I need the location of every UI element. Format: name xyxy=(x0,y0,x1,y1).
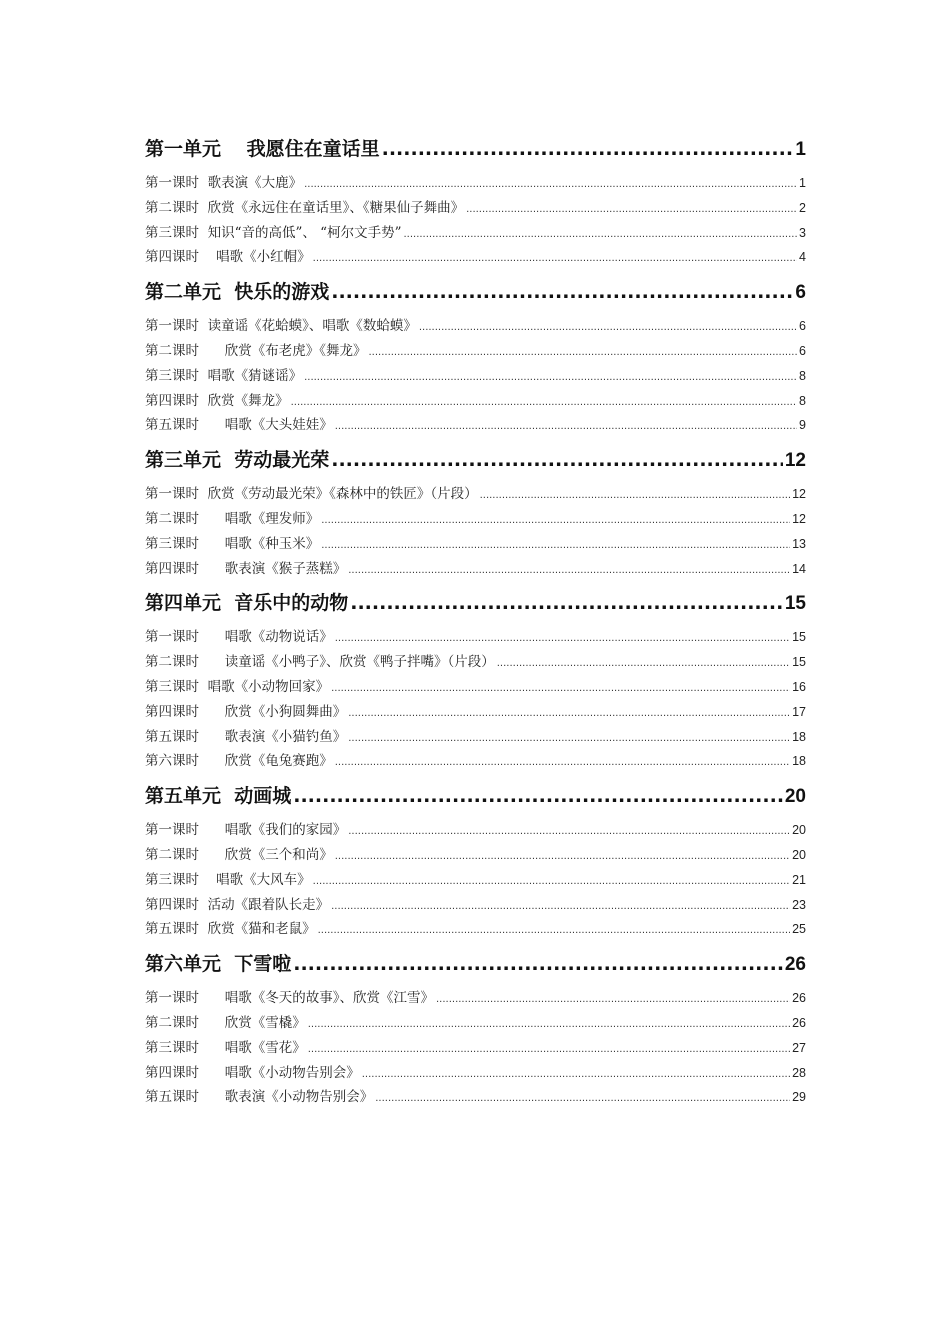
toc-lesson-entry[interactable] xyxy=(145,339,806,364)
dot-leader xyxy=(331,683,790,694)
toc-lesson-entry[interactable] xyxy=(145,507,806,532)
lesson-page-number: 28 xyxy=(792,1065,806,1080)
toc-unit-entry[interactable] xyxy=(145,134,806,168)
lesson-page-number: 1 xyxy=(799,176,806,190)
lesson-title: 第二课时 欣赏《布老虎》《舞龙》 xyxy=(145,342,367,359)
toc-lesson-entry[interactable] xyxy=(145,917,806,942)
lesson-page-number: 8 xyxy=(799,393,806,408)
lesson-page-number: 2 xyxy=(799,200,806,215)
lesson-page-number: 4 xyxy=(799,250,806,265)
lesson-title: 第二课时 读童谣《小鸭子》、欣赏《鸭子拌嘴》（片段） xyxy=(145,654,495,671)
toc-unit-entry[interactable] xyxy=(145,588,806,622)
toc-lesson-entry[interactable] xyxy=(145,818,806,843)
dot-leader xyxy=(348,733,790,744)
lesson-title: 第一课时 唱歌《冬天的故事》、欣赏《江雪》 xyxy=(145,990,434,1007)
dot-leader xyxy=(369,347,798,358)
lesson-title: 第四课时 唱歌《小红帽》 xyxy=(145,249,311,266)
dot-leader xyxy=(304,372,797,383)
lesson-title: 第五课时 歌表演《小动物告别会》 xyxy=(145,1089,374,1106)
lesson-page-number: 21 xyxy=(792,872,806,887)
toc-lesson-entry[interactable] xyxy=(145,675,806,700)
lesson-page-number: 6 xyxy=(799,319,806,334)
dot-leader xyxy=(318,925,791,936)
lesson-page-number: 26 xyxy=(792,1015,806,1030)
dot-leader xyxy=(480,490,791,501)
lesson-title: 第三课时 唱歌《猜谜谣》 xyxy=(145,367,303,384)
lesson-title: 第三课时 唱歌《种玉米》 xyxy=(145,535,320,552)
dot-leader xyxy=(335,421,797,432)
unit-page-number: 26 xyxy=(784,954,806,976)
dot-leader xyxy=(308,1019,790,1030)
lesson-title: 第四课时 歌表演《猴子蒸糕》 xyxy=(145,560,347,577)
toc-lesson-entry[interactable] xyxy=(145,650,806,675)
unit-page-number: 20 xyxy=(784,786,806,808)
toc-unit-entry[interactable] xyxy=(145,949,806,983)
lesson-page-number: 18 xyxy=(792,729,806,744)
unit-page-number: 12 xyxy=(784,450,806,472)
dot-leader xyxy=(308,1044,790,1055)
lesson-page-number: 29 xyxy=(792,1090,806,1105)
dot-leader xyxy=(313,876,790,887)
lesson-page-number: 15 xyxy=(792,655,806,670)
unit-title: 第三单元 劳动最光荣 xyxy=(145,449,330,472)
lesson-title: 第二课时 欣赏《雪橇》 xyxy=(145,1014,306,1031)
lesson-page-number: 3 xyxy=(799,225,806,240)
dot-leader xyxy=(466,204,797,215)
lesson-title: 第五课时 欣赏《猫和老鼠》 xyxy=(145,921,316,938)
dot-leader xyxy=(403,229,797,240)
lesson-page-number: 8 xyxy=(799,368,806,383)
toc-unit-entry[interactable] xyxy=(145,445,806,479)
lesson-page-number: 23 xyxy=(792,897,806,912)
lesson-page-number: 6 xyxy=(799,343,806,358)
toc-lesson-entry[interactable] xyxy=(145,413,806,438)
lesson-title: 第一课时 歌表演《大鹿》 xyxy=(145,175,303,191)
lesson-page-number: 18 xyxy=(792,754,806,769)
lesson-title: 第四课时 欣赏《小狗圆舞曲》 xyxy=(145,703,347,720)
dot-leader xyxy=(304,179,797,190)
lesson-title: 第一课时 唱歌《我们的家园》 xyxy=(145,822,347,839)
dot-leader xyxy=(331,449,783,471)
toc-lesson-entry[interactable] xyxy=(145,364,806,389)
lesson-title: 第一课时 欣赏《劳动最光荣》《森林中的铁匠》（片段） xyxy=(145,486,478,503)
toc-lesson-entry[interactable] xyxy=(145,196,806,221)
lesson-page-number: 12 xyxy=(792,487,806,502)
toc-lesson-entry[interactable] xyxy=(145,625,806,650)
toc-lesson-entry[interactable] xyxy=(145,171,806,196)
toc-lesson-entry[interactable] xyxy=(145,482,806,507)
lesson-title: 第四课时 活动《跟着队长走》 xyxy=(145,896,330,913)
toc-lesson-entry[interactable] xyxy=(145,1085,806,1110)
lesson-title: 第三课时 唱歌《雪花》 xyxy=(145,1039,306,1056)
toc-lesson-entry[interactable] xyxy=(145,314,806,339)
toc-lesson-entry[interactable] xyxy=(145,557,806,582)
dot-leader xyxy=(350,592,783,614)
lesson-page-number: 20 xyxy=(792,823,806,838)
toc-lesson-entry[interactable] xyxy=(145,389,806,414)
dot-leader xyxy=(348,708,790,719)
unit-page-number: 15 xyxy=(784,593,806,615)
lesson-page-number: 15 xyxy=(792,630,806,645)
unit-title: 第四单元 音乐中的动物 xyxy=(145,592,349,615)
lesson-page-number: 13 xyxy=(792,536,806,551)
dot-leader xyxy=(419,322,797,333)
lesson-page-number: 14 xyxy=(792,561,806,576)
toc-lesson-entry[interactable] xyxy=(145,893,806,918)
toc-lesson-entry[interactable] xyxy=(145,1061,806,1086)
lesson-title: 第二课时 欣赏《永远住在童话里》、《糖果仙子舞曲》 xyxy=(145,199,465,216)
toc-lesson-entry[interactable] xyxy=(145,725,806,750)
toc-unit-entry[interactable] xyxy=(145,781,806,815)
lesson-title: 第四课时 唱歌《小动物告别会》 xyxy=(145,1064,360,1081)
toc-lesson-entry[interactable] xyxy=(145,843,806,868)
lesson-page-number: 17 xyxy=(792,704,806,719)
lesson-title: 第五课时 唱歌《大头娃娃》 xyxy=(145,417,333,434)
dot-leader xyxy=(375,1093,790,1104)
toc-lesson-entry[interactable] xyxy=(145,749,806,774)
unit-page-number: 6 xyxy=(795,282,806,304)
lesson-page-number: 26 xyxy=(792,991,806,1006)
dot-leader xyxy=(335,851,790,862)
toc-unit-entry[interactable] xyxy=(145,277,806,311)
toc-lesson-entry[interactable] xyxy=(145,700,806,725)
unit-title: 第二单元 快乐的游戏 xyxy=(145,281,330,304)
lesson-title: 第四课时 欣赏《舞龙》 xyxy=(145,392,289,409)
lesson-page-number: 20 xyxy=(792,847,806,862)
dot-leader xyxy=(348,826,790,837)
lesson-page-number: 16 xyxy=(792,679,806,694)
lesson-title: 第五课时 歌表演《小猫钓鱼》 xyxy=(145,728,347,745)
dot-leader xyxy=(321,540,790,551)
lesson-page-number: 27 xyxy=(792,1040,806,1055)
dot-leader xyxy=(321,515,790,526)
dot-leader xyxy=(382,138,794,160)
dot-leader xyxy=(313,253,797,264)
lesson-page-number: 25 xyxy=(792,922,806,937)
toc-lesson-entry[interactable] xyxy=(145,986,806,1011)
lesson-title: 第六课时 欣赏《龟兔赛跑》 xyxy=(145,753,333,770)
lesson-title: 第二课时 唱歌《理发师》 xyxy=(145,510,320,527)
table-of-contents xyxy=(145,134,806,1110)
lesson-title: 第三课时 唱歌《小动物回家》 xyxy=(145,678,330,695)
unit-title: 第一单元 我愿住在童话里 xyxy=(145,138,380,160)
toc-lesson-entry[interactable] xyxy=(145,245,806,270)
lesson-page-number: 12 xyxy=(792,511,806,526)
toc-lesson-entry[interactable] xyxy=(145,868,806,893)
unit-page-number: 1 xyxy=(795,139,806,160)
dot-leader xyxy=(497,658,790,669)
lesson-title: 第二课时 欣赏《三个和尚》 xyxy=(145,846,333,863)
dot-leader xyxy=(348,565,790,576)
dot-leader xyxy=(331,281,793,303)
dot-leader xyxy=(362,1069,790,1080)
dot-leader xyxy=(335,633,790,644)
toc-lesson-entry[interactable] xyxy=(145,1011,806,1036)
dot-leader xyxy=(436,994,790,1005)
toc-lesson-entry[interactable] xyxy=(145,532,806,557)
lesson-title: 第一课时 唱歌《动物说话》 xyxy=(145,629,333,646)
unit-title: 第五单元 动画城 xyxy=(145,785,292,808)
dot-leader xyxy=(331,901,790,912)
toc-lesson-entry[interactable] xyxy=(145,1036,806,1061)
dot-leader xyxy=(335,757,790,768)
toc-lesson-entry[interactable] xyxy=(145,221,806,246)
lesson-title: 第三课时 知识“音的高低”、 “柯尔文手势” xyxy=(145,224,402,241)
unit-title: 第六单元 下雪啦 xyxy=(145,953,292,976)
dot-leader xyxy=(293,785,783,807)
dot-leader xyxy=(293,953,783,975)
lesson-title: 第一课时 读童谣《花蛤蟆》、唱歌《数蛤蟆》 xyxy=(145,318,417,335)
lesson-title: 第三课时 唱歌《大风车》 xyxy=(145,871,311,888)
dot-leader xyxy=(291,397,797,408)
lesson-page-number: 9 xyxy=(799,418,806,433)
